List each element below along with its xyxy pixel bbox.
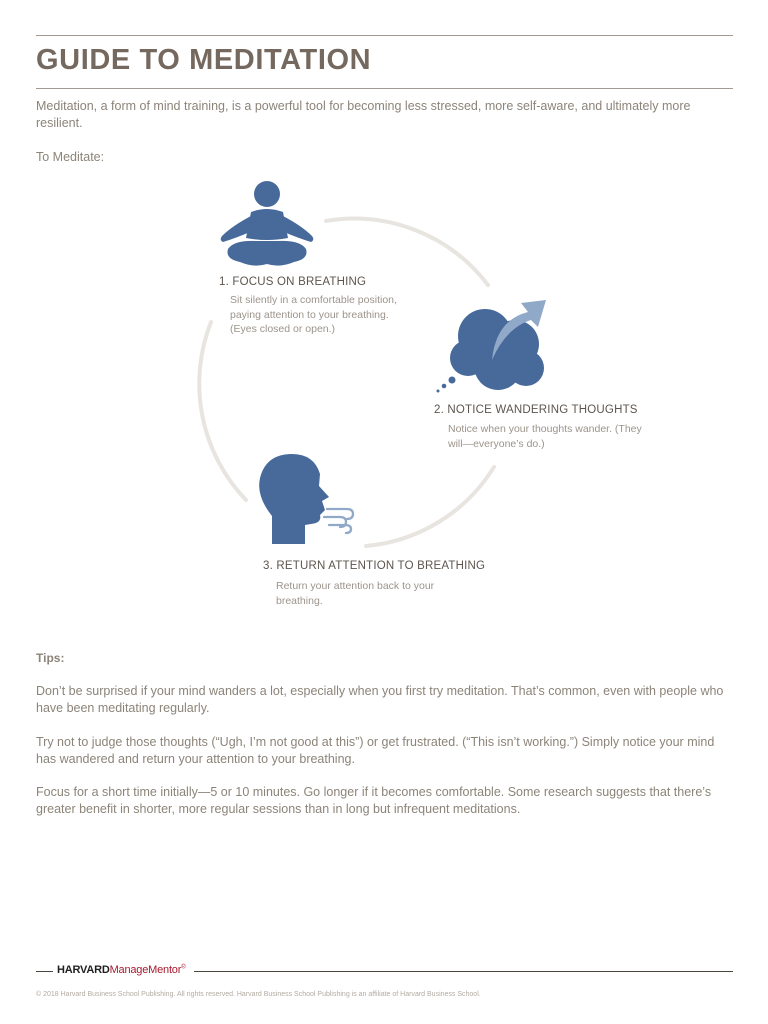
page-title: GUIDE TO MEDITATION xyxy=(36,44,372,76)
step-2-description: Notice when your thoughts wander. (They will—everyone’s do.) xyxy=(448,423,642,450)
step-1-title: 1. FOCUS ON BREATHING xyxy=(219,276,367,288)
intro-paragraph: Meditation, a form of mind training, is a powerful tool for becoming less stressed, more self-aware, and ultimately more resilient. xyxy=(36,99,691,130)
thought-cloud-icon xyxy=(437,309,545,393)
tip-paragraph: Focus for a short time initially—5 or 10 minutes. Go longer if it becomes comfortable. Some research suggests that there’s greater benefit in shorter, more regular sessions than in long but infrequent meditations. xyxy=(36,785,712,816)
to-meditate-label: To Meditate: xyxy=(36,150,105,164)
meditating-person-icon xyxy=(221,181,314,266)
footer-rule xyxy=(194,971,733,972)
tips-heading: Tips: xyxy=(36,651,65,665)
tip-paragraph: Don’t be surprised if your mind wanders a lot, especially when you first try meditation. That’s common, even with people who have been meditating regularly. xyxy=(36,684,724,715)
step-1-description: Sit silently in a comfortable position, paying attention to your breathing. (Eyes closed or open.) xyxy=(230,294,397,335)
step-3-description: Return your attention back to your breathing. xyxy=(276,580,435,607)
footer-brand-bar xyxy=(36,964,733,980)
cycle-arc-left xyxy=(199,322,246,500)
harvard-managementor-logo: HARVARDManageMentor® xyxy=(57,964,186,976)
cycle-arc-right xyxy=(366,467,494,546)
step-2-title: 2. NOTICE WANDERING THOUGHTS xyxy=(434,404,638,416)
head-breathing-icon xyxy=(259,454,329,544)
copyright-notice: © 2018 Harvard Business School Publishing. All rights reserved. Harvard Business School Publishing is an affiliate of Harvard Business School. xyxy=(36,991,481,998)
exhale-wind-icon xyxy=(324,509,353,533)
footer-dash xyxy=(36,971,53,972)
tip-paragraph: Try not to judge those thoughts (“Ugh, I’m not good at this”) or get frustrated. (“This isn’t working.”) Simply notice your mind has wandered and return your attention to your breathing. xyxy=(36,735,715,766)
step-3-title: 3. RETURN ATTENTION TO BREATHING xyxy=(263,560,486,572)
